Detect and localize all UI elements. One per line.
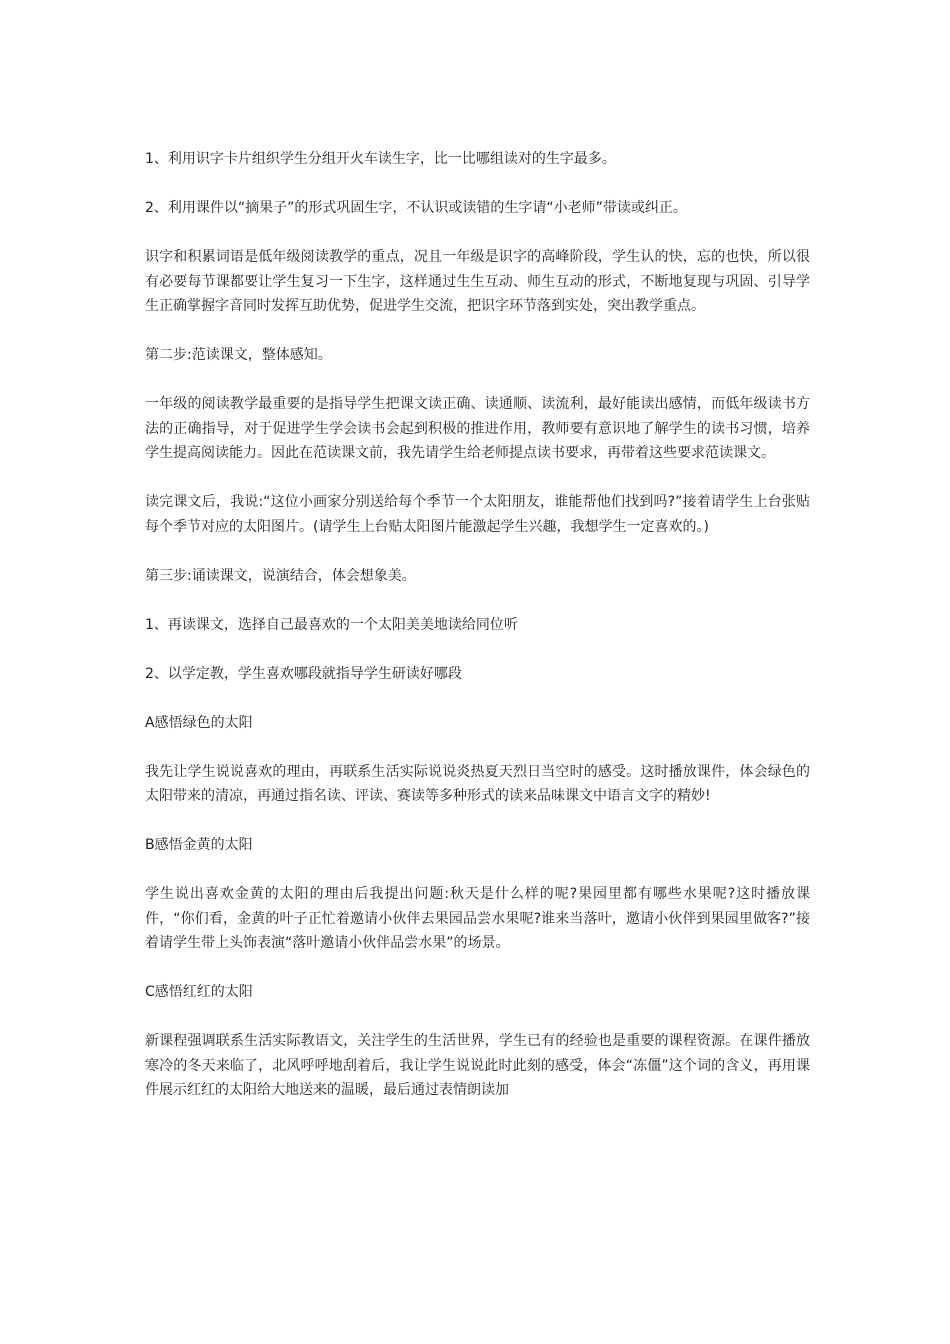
heading-step-two: 第二步:范读课文，整体感知。 — [145, 347, 332, 363]
paragraph-green-sun: 我先让学生说说喜欢的理由，再联系生活实际说说炎热夏天烈日当空时的感受。这时播放课件，体会绿色的太阳带来的清凉，再通过指名读、评读、赛读等多种形式的读来品味课文中语言文字的精妙! — [145, 763, 810, 804]
document-page — [145, 147, 810, 1127]
subheading-green-sun: A感悟绿色的太阳 — [145, 714, 253, 731]
heading-step-three: 第三步:诵读课文，说演结合，体会想象美。 — [145, 567, 416, 584]
subheading-golden-sun: B感悟金黄的太阳 — [145, 837, 253, 853]
paragraph-red-sun: 新课程强调联系生活实际教语文，关注学生的生活世界，学生已有的经验也是重要的课程资源。在课件播放寒冷的冬天来临了，北风呼呼地刮着后，我让学生说说此时此刻的感受，体会“冻僵”这个词的含义，再用课件展示红红的太阳给大地送来的温暖，最后通过表情朗读加 — [145, 1033, 810, 1098]
paragraph-literacy-importance: 识字和积累词语是低年级阅读教学的重点，况且一年级是识字的高峰阶段，学生认的快，忘的也快，所以很有必要每节课都要让学生复习一下生字，这样通过生生互动、师生互动的形式，不断地复现与巩固、引导学生正确掌握字音同时发挥互助优势，促进学生交流，把识字环节落到实处，突出教学重点。 — [145, 249, 810, 314]
paragraph-step-1-cards: 1、利用识字卡片组织学生分组开火车读生字，比一比哪组读对的生字最多。 — [145, 151, 616, 167]
paragraph-reread: 1、再读课文，选择自己最喜欢的一个太阳美美地读给同位听 — [145, 616, 518, 633]
paragraph-after-reading: 读完课文后，我说:“这位小画家分别送给每个季节一个太阳朋友，谁能帮他们找到吗?”接着请学生上台张贴每个季节对应的太阳图片。(请学生上台贴太阳图片能激起学生兴趣，我想学生一定喜欢的。) — [145, 494, 810, 535]
paragraph-teach-by-learning: 2、以学定教，学生喜欢哪段就指导学生研读好哪段 — [145, 665, 462, 682]
paragraph-reading-guidance: 一年级的阅读教学最重要的是指导学生把课文读正确、读通顺、读流利，最好能读出感情，而低年级读书方法的正确指导，对于促进学生学会读书会起到积极的推进作用，教师要有意识地了解学生的读书习惯，培养学生提高阅读能力。因此在范读课文前，我先请学生给老师提点读书要求，再带着这些要求范读课文。 — [145, 396, 810, 461]
paragraph-golden-sun: 学生说出喜欢金黄的太阳的理由后我提出问题:秋天是什么样的呢?果园里都有哪些水果呢?这时播放课件，“你们看，金黄的叶子正忙着邀请小伙伴去果园品尝水果呢?谁来当落叶，邀请小伙伴到果园里做客?”接着请学生带上头饰表演“落叶邀请小伙伴品尝水果”的场景。 — [145, 886, 810, 951]
subheading-red-sun: C感悟红红的太阳 — [145, 984, 253, 1000]
paragraph-step-2-courseware: 2、利用课件以“摘果子”的形式巩固生字，不认识或读错的生字请“小老师”带读或纠正。 — [145, 200, 687, 216]
